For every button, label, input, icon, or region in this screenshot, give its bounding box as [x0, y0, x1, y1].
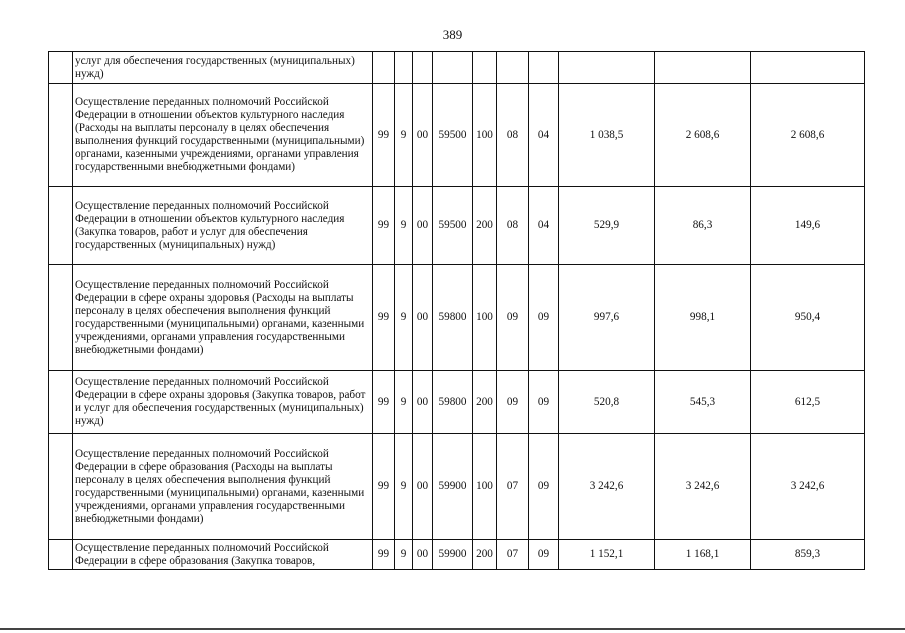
- expense-code: 59500: [433, 187, 473, 265]
- program-code: 99: [373, 540, 395, 570]
- blank-cell: [49, 540, 73, 570]
- amount-year-3: 950,4: [751, 265, 865, 371]
- section-code: [497, 52, 529, 84]
- amount-year-3: 3 242,6: [751, 434, 865, 540]
- amount-year-3: [751, 52, 865, 84]
- amount-year-1: 520,8: [559, 371, 655, 434]
- table-row: [49, 187, 865, 265]
- amount-year-1: 529,9: [559, 187, 655, 265]
- table-row: [49, 434, 865, 540]
- subprogram-code: 9: [395, 434, 413, 540]
- table-body: [49, 52, 865, 570]
- section-code: 09: [497, 371, 529, 434]
- subprogram-code: 9: [395, 265, 413, 371]
- subprogram-code: [395, 52, 413, 84]
- amount-year-2: 86,3: [655, 187, 751, 265]
- expense-code: 59800: [433, 371, 473, 434]
- amount-year-3: 149,6: [751, 187, 865, 265]
- type-code: [473, 52, 497, 84]
- expense-code: 59900: [433, 540, 473, 570]
- amount-year-2: 545,3: [655, 371, 751, 434]
- type-code: 200: [473, 187, 497, 265]
- direction-code: 00: [413, 84, 433, 187]
- amount-year-1: 1 152,1: [559, 540, 655, 570]
- row-description: Осуществление переданных полномочий Российской Федерации в сфере образования (Закупка товаров,: [73, 540, 373, 570]
- program-code: 99: [373, 371, 395, 434]
- expense-code: 59500: [433, 84, 473, 187]
- subprogram-code: 9: [395, 84, 413, 187]
- table-row: [49, 540, 865, 570]
- table-row: [49, 52, 865, 84]
- program-code: 99: [373, 84, 395, 187]
- subsection-code: 04: [529, 187, 559, 265]
- type-code: 200: [473, 371, 497, 434]
- subsection-code: 04: [529, 84, 559, 187]
- type-code: 100: [473, 265, 497, 371]
- subsection-code: 09: [529, 540, 559, 570]
- scan-edge-line: [0, 628, 905, 630]
- amount-year-3: 859,3: [751, 540, 865, 570]
- type-code: 100: [473, 84, 497, 187]
- program-code: 99: [373, 265, 395, 371]
- blank-cell: [49, 371, 73, 434]
- table-row: [49, 371, 865, 434]
- subsection-code: 09: [529, 265, 559, 371]
- program-code: 99: [373, 434, 395, 540]
- blank-cell: [49, 84, 73, 187]
- program-code: [373, 52, 395, 84]
- row-description: Осуществление переданных полномочий Российской Федерации в сфере охраны здоровья (Расходы на выплаты персоналу в целях обеспечения выполнения функций государственными (муниципальными) органами, казенными учреждениями, органами управления государственными внебюджетными фондами): [73, 265, 373, 371]
- direction-code: [413, 52, 433, 84]
- budget-table: [48, 51, 865, 570]
- type-code: 200: [473, 540, 497, 570]
- row-description: Осуществление переданных полномочий Российской Федерации в сфере охраны здоровья (Закупка товаров, работ и услуг для обеспечения государственных (муниципальных) нужд): [73, 371, 373, 434]
- direction-code: 00: [413, 371, 433, 434]
- page-number: 389: [442, 27, 463, 42]
- row-description: Осуществление переданных полномочий Российской Федерации в отношении объектов культурного наследия (Расходы на выплаты персоналу в целях обеспечения выполнения функций государственными (муниципальными) органами, казенными учреждениями, органами управления государственными внебюджетными фондами): [73, 84, 373, 187]
- amount-year-2: 3 242,6: [655, 434, 751, 540]
- row-description: услуг для обеспечения государственных (муниципальных) нужд): [73, 52, 373, 84]
- amount-year-2: 2 608,6: [655, 84, 751, 187]
- amount-year-2: [655, 52, 751, 84]
- section-code: 07: [497, 434, 529, 540]
- subsection-code: 09: [529, 434, 559, 540]
- blank-cell: [49, 187, 73, 265]
- direction-code: 00: [413, 434, 433, 540]
- section-code: 07: [497, 540, 529, 570]
- table-row: [49, 265, 865, 371]
- section-code: 08: [497, 84, 529, 187]
- amount-year-1: 997,6: [559, 265, 655, 371]
- row-description: Осуществление переданных полномочий Российской Федерации в сфере образования (Расходы на выплаты персоналу в целях обеспечения выполнения функций государственными (муниципальными) органами, казенными учреждениями, органами управления государственными внебюджетными фондами): [73, 434, 373, 540]
- section-code: 09: [497, 265, 529, 371]
- direction-code: 00: [413, 265, 433, 371]
- expense-code: 59800: [433, 265, 473, 371]
- amount-year-2: 998,1: [655, 265, 751, 371]
- expense-code: 59900: [433, 434, 473, 540]
- amount-year-3: 2 608,6: [751, 84, 865, 187]
- subprogram-code: 9: [395, 371, 413, 434]
- blank-cell: [49, 434, 73, 540]
- program-code: 99: [373, 187, 395, 265]
- amount-year-2: 1 168,1: [655, 540, 751, 570]
- row-description: Осуществление переданных полномочий Российской Федерации в отношении объектов культурного наследия (Закупка товаров, работ и услуг для обеспечения государственных (муниципальных) нужд): [73, 187, 373, 265]
- subprogram-code: 9: [395, 540, 413, 570]
- section-code: 08: [497, 187, 529, 265]
- type-code: 100: [473, 434, 497, 540]
- subsection-code: [529, 52, 559, 84]
- direction-code: 00: [413, 187, 433, 265]
- amount-year-1: 3 242,6: [559, 434, 655, 540]
- blank-cell: [49, 52, 73, 84]
- subsection-code: 09: [529, 371, 559, 434]
- amount-year-3: 612,5: [751, 371, 865, 434]
- table-row: [49, 84, 865, 187]
- subprogram-code: 9: [395, 187, 413, 265]
- expense-code: [433, 52, 473, 84]
- blank-cell: [49, 265, 73, 371]
- amount-year-1: [559, 52, 655, 84]
- direction-code: 00: [413, 540, 433, 570]
- amount-year-1: 1 038,5: [559, 84, 655, 187]
